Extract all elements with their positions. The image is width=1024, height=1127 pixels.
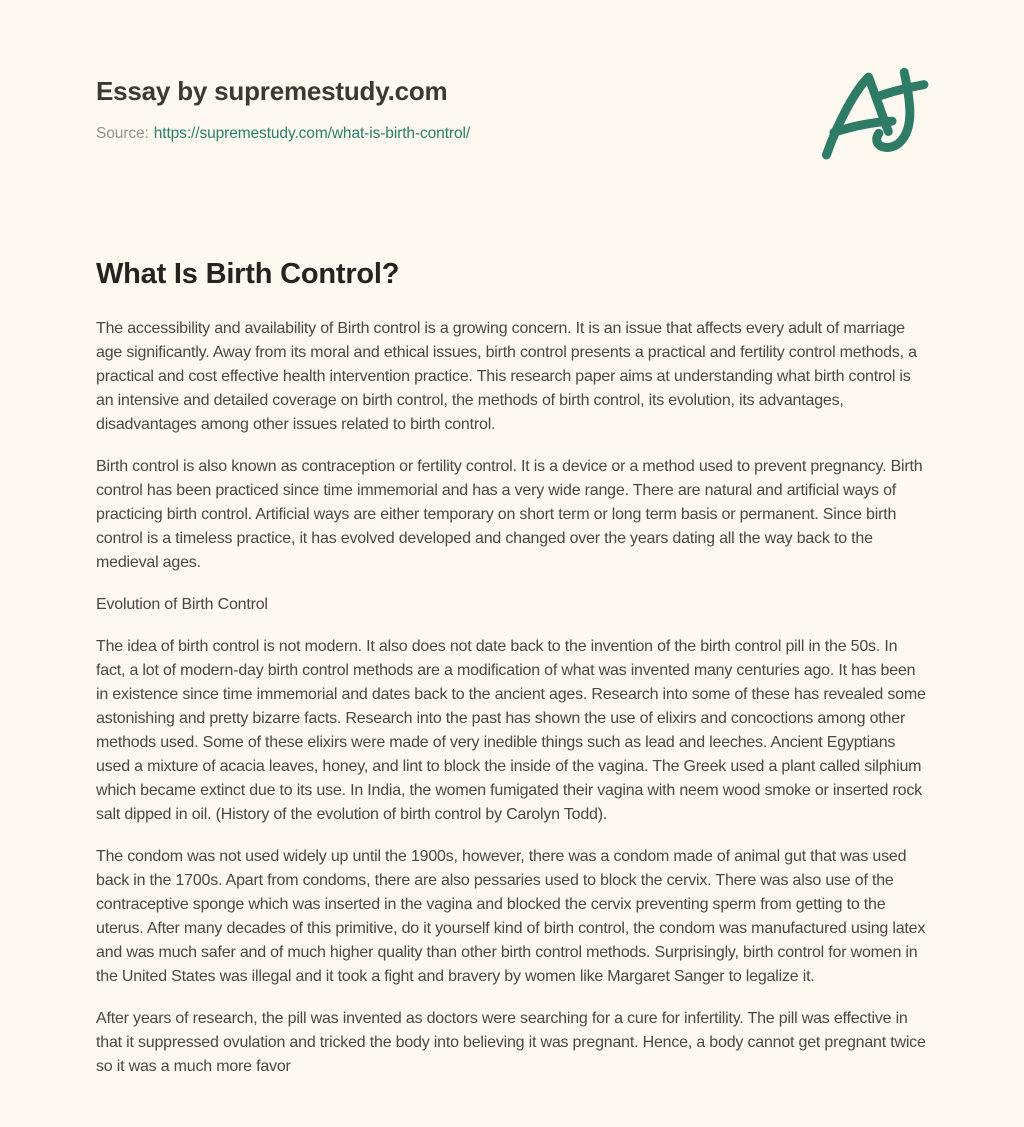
essay-paragraph: The accessibility and availability of Birth control is a growing concern. It is an issue that affects every adult of marriage age significantly. Away from its moral and ethical issues, birth control presents a practical and fertility control methods, a practical and cost effective health intervention practice. This research paper aims at understanding what birth control is an intensive and detailed coverage on birth control, the methods of birth control, its evolution, its advantages, disadvantages among other issues related to birth control. xyxy=(96,320,917,434)
source-label: Source: xyxy=(96,125,149,143)
a-plus-grade-icon xyxy=(818,60,968,172)
essay-paragraph: Birth control is also known as contraception or fertility control. It is a device or a method used to prevent pregnancy. Birth control has been practiced since time immemorial and has a very wide range. There are natural and artificial ways of practicing birth control. Artificial ways are either temporary on short term or long term basis or permanent. Since birth control is a timeless practice, it has evolved developed and changed over the years dating all the way back to the medieval ages. xyxy=(96,458,923,572)
essay-paragraph: After years of research, the pill was invented as doctors were searching for a cure for infertility. The pill was effective in that it suppressed ovulation and tricked the body into believing it was pregnant. Hence, a body cannot get pregnant twice so it was a much more favor xyxy=(96,1010,926,1076)
brand-title: Essay by supremestudy.com xyxy=(96,76,448,106)
essay-body xyxy=(96,317,928,1079)
source-line xyxy=(96,125,928,144)
essay-paragraph: The idea of birth control is not modern. It also does not date back to the invention of the birth control pill in the 50s. In fact, a lot of modern-day birth control methods are a modification of what was invented many centuries ago. It has been in existence since time immemorial and dates back to the ancient ages. Research into some of these has revealed some astonishing and pretty bizarre facts. Research into the past has shown the use of elixirs and concoctions among other methods used. Some of these elixirs were made of very inedible things such as lead and leeches. Ancient Egyptians used a mixture of acacia leaves, honey, and lint to block the inside of the vagina. The Greek used a plant called silphium which became extinct due to its use. In India, the women fumigated their vagina with neem wood smoke or inserted rock salt dipped in oil. (History of the evolution of birth control by Carolyn Todd). xyxy=(96,638,926,824)
source-link[interactable]: https://supremestudy.com/what-is-birth-control/ xyxy=(153,125,471,143)
section-heading: Evolution of Birth Control xyxy=(96,596,268,614)
page-title: What Is Birth Control? xyxy=(96,257,400,290)
essay-paragraph: The condom was not used widely up until the 1900s, however, there was a condom made of animal gut that was used back in the 1700s. Apart from condoms, there are also pessaries used to block the cervix. There was also use of the contraceptive sponge which was inserted in the vagina and blocked the cervix preventing sperm from getting to the uterus. After many decades of this primitive, do it yourself kind of birth control, the condom was manufactured using latex and was much safer and of much higher quality than other birth control methods. Surprisingly, birth control for women in the United States was illegal and it took a fight and bravery by women like Margaret Sanger to legalize it. xyxy=(96,848,926,986)
